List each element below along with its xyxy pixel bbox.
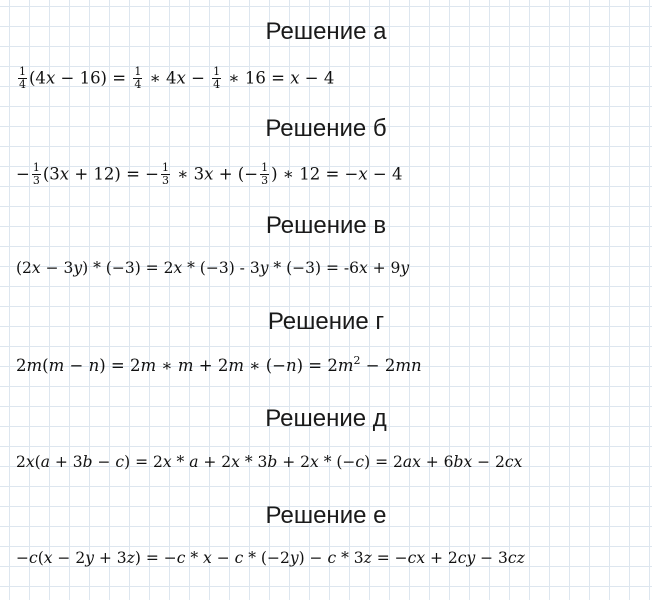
fraction-one-quarter: $\frac{1}{4}$ xyxy=(134,65,142,91)
fraction-one-third: $\frac{1}{3}$ xyxy=(261,161,269,187)
fraction-one-third: $\frac{1}{3}$ xyxy=(32,161,40,187)
heading-solution-a: Решение а xyxy=(265,18,387,45)
equation-b: − $\frac{1}{3}$ (3x + 12) = − $\frac{1}{3}$ ∗ 3x + (− $\frac{1}{3}$ ) ∗ 12 = −x − 4 xyxy=(16,161,403,187)
fraction-one-third: $\frac{1}{3}$ xyxy=(161,161,169,187)
fraction-one-quarter: $\frac{1}{4}$ xyxy=(213,65,221,91)
heading-solution-e: Решение е xyxy=(265,502,387,529)
equation-a: $\frac{1}{4}$ (4x − 16) = $\frac{1}{4}$ ∗ 4x − $\frac{1}{4}$ ∗ 16 = x − 4 xyxy=(19,65,335,91)
equation-v: (2x − 3y) * (−3) = 2x * (−3) - 3y * (−3) = -6x + 9y xyxy=(16,259,410,277)
equation-g: 2m(m − n) = 2m ∗ m + 2m ∗ $(-n) = 2m^2 - 2mn$ xyxy=(16,354,422,375)
heading-solution-b: Решение б xyxy=(265,115,387,142)
fraction-one-quarter: $\frac{1}{4}$ xyxy=(19,65,26,91)
equation-e: −c(x − 2y + 3z) = −c * x − c * (−2y) − c * 3z = −cx + 2cy − 3cz xyxy=(16,549,525,567)
heading-solution-v: Решение в xyxy=(265,212,387,239)
heading-solution-g: Решение г xyxy=(267,308,385,335)
heading-solution-d: Решение д xyxy=(265,405,387,432)
equation-d: 2x(a + 3b − c) = 2x * a + 2x * 3b + 2x * (−c) = 2ax + 6bx − 2cx xyxy=(16,453,523,471)
